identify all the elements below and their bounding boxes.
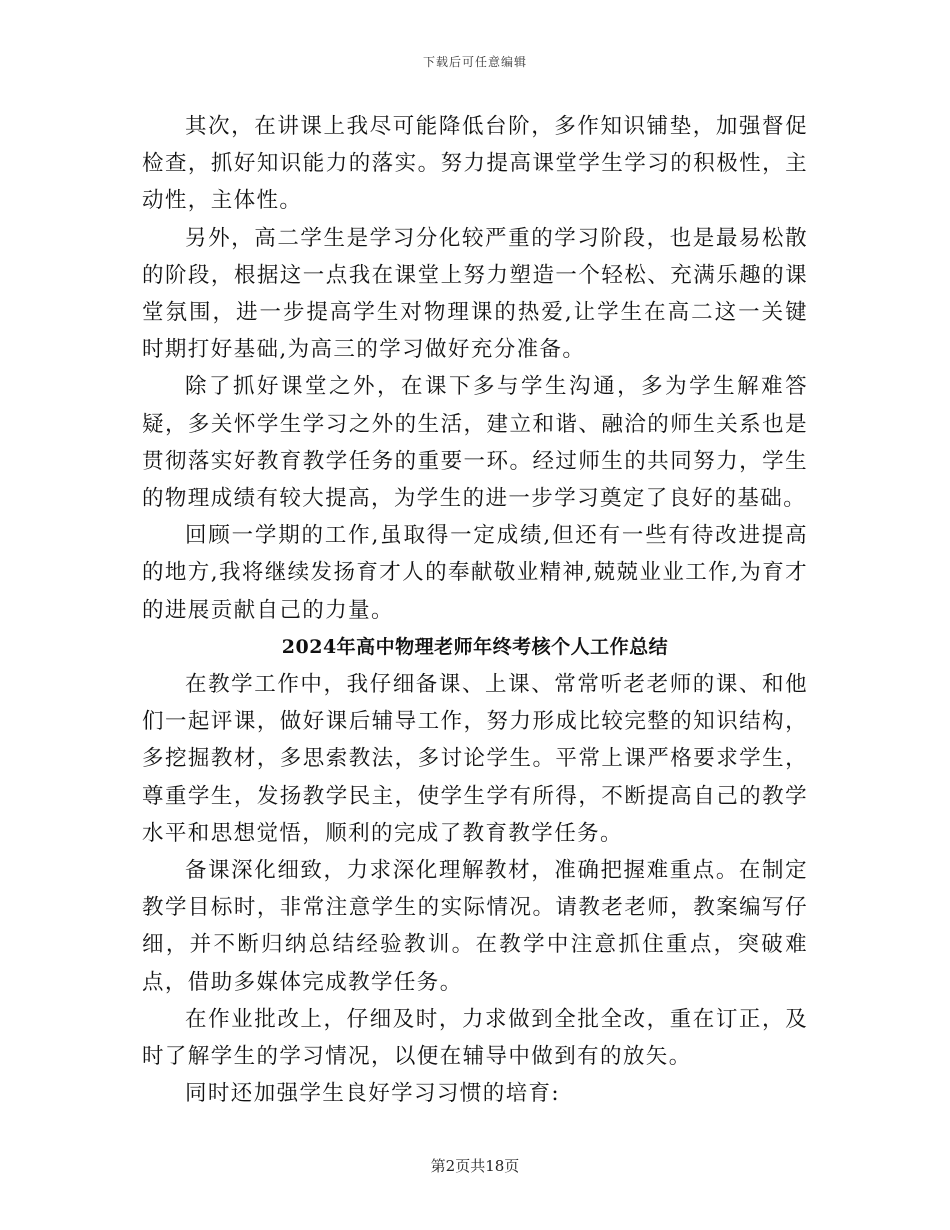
paragraph-5: 在教学工作中，我仔细备课、上课、常常听老老师的课、和他们一起评课，做好课后辅导工作，努力形成比较完整的知识结构，多挖掘教材，多思索教法，多讨论学生。平常上课严格要求学生，尊重学生，发扬教学民主，使学生学有所得，不断提高自己的教学水平和思想觉悟，顺利的完成了教育教学任务。 — [142, 672, 808, 846]
page-header-note: 下载后可任意编辑 — [422, 55, 527, 69]
paragraph-3: 除了抓好课堂之外，在课下多与学生沟通，多为学生解难答疑，多关怀学生学习之外的生活，建立和谐、融洽的师生关系也是贯彻落实好教育教学任务的重要一环。经过师生的共同努力，学生的物理成绩有较大提高，为学生的进一步学习奠定了良好的基础。 — [142, 374, 808, 512]
paragraph-1: 其次，在讲课上我尽可能降低台阶，多作知识铺垫，加强督促检查，抓好知识能力的落实。努力提高课堂学生学习的积极性，主动性，主体性。 — [142, 114, 808, 214]
paragraph-4: 回顾一学期的工作,虽取得一定成绩,但还有一些有待改进提高的地方,我将继续发扬育才人的奉献敬业精神,兢兢业业工作,为育才的进展贡献自己的力量。 — [142, 523, 808, 623]
section-title: 2024年高中物理老师年终考核个人工作总结 — [281, 635, 669, 658]
page-number: 第2页共18页 — [430, 1157, 520, 1175]
paragraph-7: 在作业批改上，仔细及时，力求做到全批全改，重在订正，及时了解学生的学习情况，以便在辅导中做到有的放矢。 — [142, 1006, 808, 1070]
paragraph-8: 同时还加强学生良好学习习惯的培育: — [185, 1081, 561, 1107]
paragraph-2: 另外，高二学生是学习分化较严重的学习阶段，也是最易松散的阶段，根据这一点我在课堂上努力塑造一个轻松、充满乐趣的课堂氛围，进一步提高学生对物理课的热爱,让学生在高二这一关键时期打好基础,为高三的学习做好充分准备。 — [142, 225, 808, 363]
paragraph-6: 备课深化细致，力求深化理解教材，准确把握难重点。在制定教学目标时，非常注意学生的实际情况。请教老老师，教案编写仔细，并不断归纳总结经验教训。在教学中注意抓住重点，突破难点，借助多媒体完成教学任务。 — [142, 858, 808, 995]
document-body — [142, 108, 808, 1112]
